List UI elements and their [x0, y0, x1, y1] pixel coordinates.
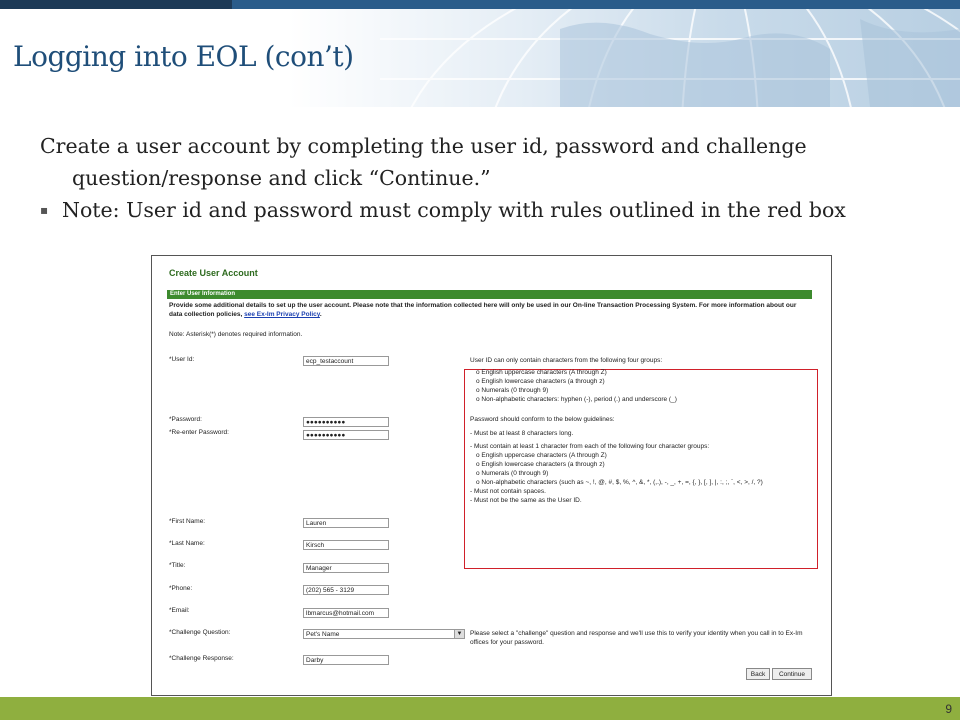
back-button[interactable]: Back	[746, 668, 770, 680]
phone-input[interactable]: (202) 565 - 3129	[303, 585, 389, 595]
instruction-paragraph: Create a user account by completing the user id, password and challenge question/response and click “Continue.”	[40, 134, 807, 190]
password-rule-item: o English lowercase characters (a through z)	[476, 461, 605, 468]
reenter-password-label: *Re-enter Password:	[169, 429, 229, 436]
note-text: Note: User id and password must comply with rules outlined in the red box	[62, 198, 846, 222]
slide-body	[40, 130, 920, 226]
bullet-icon: ▪	[40, 203, 49, 217]
challenge-question-label: *Challenge Question:	[169, 629, 231, 636]
userid-rule-item: o English uppercase characters (A through Z)	[476, 369, 607, 376]
first-name-input[interactable]: Lauren	[303, 518, 389, 528]
password-rule-not-same: - Must not be the same as the User ID.	[470, 497, 582, 504]
user-id-input[interactable]: ecp_testaccount	[303, 356, 389, 366]
section-header: Enter User Information	[167, 290, 812, 299]
password-input[interactable]: ●●●●●●●●●●	[303, 417, 389, 427]
userid-rules-header: User ID can only contain characters from the following four groups:	[470, 357, 663, 364]
slide-title: Logging into EOL (con’t)	[13, 40, 354, 73]
create-account-screenshot	[151, 255, 832, 696]
top-bar-accent	[0, 0, 232, 9]
password-rule-item: o English uppercase characters (A through Z)	[476, 452, 607, 459]
form-title: Create User Account	[169, 268, 258, 278]
title-input[interactable]: Manager	[303, 563, 389, 573]
userid-rule-item: o Non-alphabetic characters: hyphen (-), period (.) and underscore (_)	[476, 396, 677, 403]
password-rule-item: o Numerals (0 through 9)	[476, 470, 549, 477]
required-note: Note: Asterisk(*) denotes required information.	[169, 331, 303, 338]
reenter-password-input[interactable]: ●●●●●●●●●●	[303, 430, 389, 440]
user-id-label: *User Id:	[169, 356, 195, 363]
last-name-label: *Last Name:	[169, 540, 205, 547]
challenge-question-select[interactable]	[303, 629, 465, 639]
userid-rule-item: o English lowercase characters (a through z)	[476, 378, 605, 385]
last-name-input[interactable]: Kirsch	[303, 540, 389, 550]
password-rule-spaces: - Must not contain spaces.	[470, 488, 546, 495]
privacy-policy-link[interactable]: see Ex-Im Privacy Policy	[244, 311, 320, 318]
first-name-label: *First Name:	[169, 518, 206, 525]
note-bullet	[40, 194, 920, 226]
intro-body: Provide some additional details to set up the user account. Please note that the information collected here will only be used in our On-line Transaction Processing System. For more information about our data collection policies,	[169, 302, 797, 318]
password-rules-header: Password should conform to the below guidelines:	[470, 416, 615, 423]
email-label: *Email:	[169, 607, 190, 614]
intro-end: .	[319, 311, 322, 318]
challenge-response-input[interactable]: Darby	[303, 655, 389, 665]
title-label: *Title:	[169, 562, 186, 569]
challenge-question-value: Pet's Name	[306, 631, 340, 638]
chevron-down-icon[interactable]: ▼	[454, 630, 464, 638]
top-bar	[0, 0, 960, 9]
page-number: 9	[945, 702, 952, 716]
phone-label: *Phone:	[169, 585, 193, 592]
password-rule-item: o Non-alphabetic characters (such as ~, !, @, #, $, %, ^, &, *, (,.), -, _, +, =, {, }, [, ], |, :, ;, `, <, >, /, ?)	[476, 479, 763, 486]
email-input[interactable]: lbmarcus@hotmail.com	[303, 608, 389, 618]
challenge-help-text: Please select a "challenge" question and response and we'll use this to verify your identity when you call in to Ex-Im offices for your password.	[470, 630, 803, 646]
userid-rule-item: o Numerals (0 through 9)	[476, 387, 549, 394]
challenge-response-label: *Challenge Response:	[169, 655, 234, 662]
password-rule-length: - Must be at least 8 characters long.	[470, 430, 574, 437]
password-label: *Password:	[169, 416, 202, 423]
password-rule-contain: - Must contain at least 1 character from each of the following four character groups:	[470, 443, 710, 450]
continue-button[interactable]: Continue	[772, 668, 812, 680]
intro-text	[169, 301, 809, 319]
bottom-bar	[0, 697, 960, 720]
